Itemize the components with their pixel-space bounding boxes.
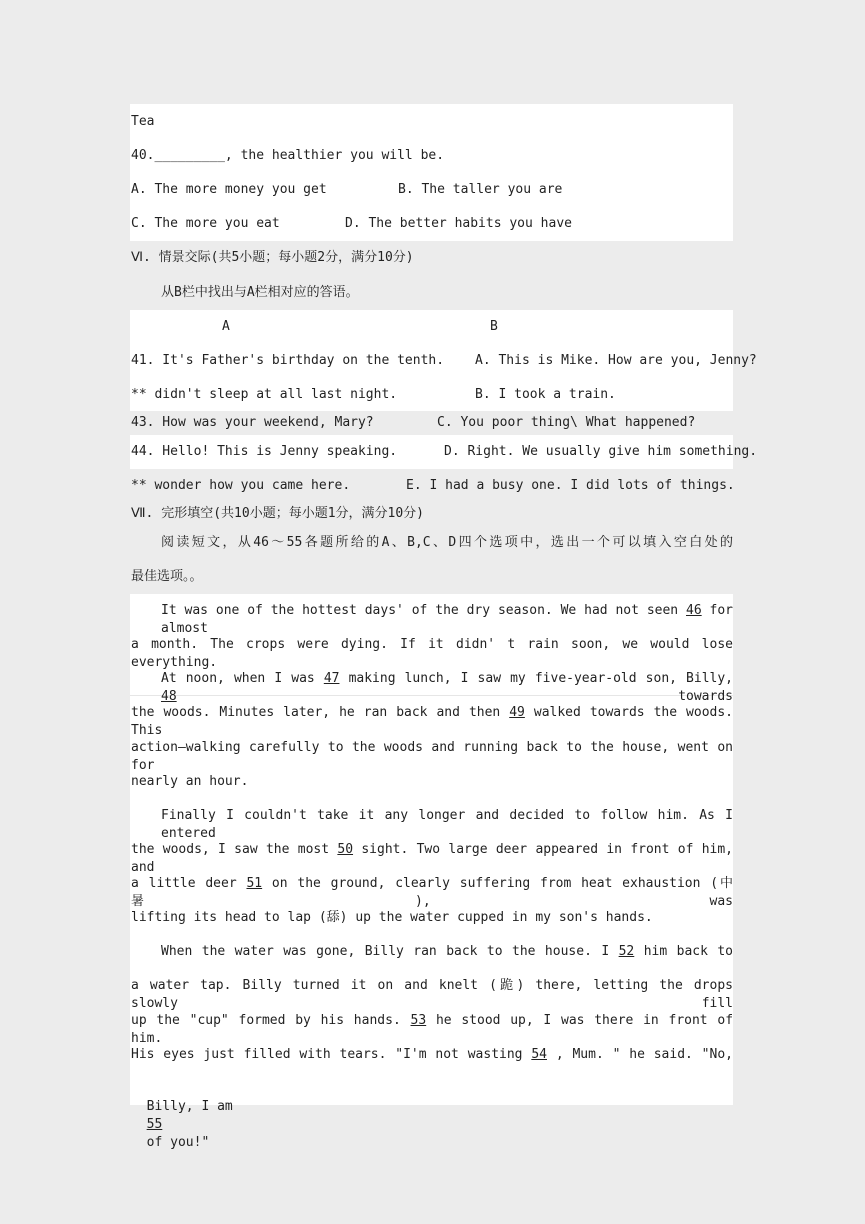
passage-p2-line-3: action—walking carefully to the woods and running back to the house, went on for	[131, 740, 733, 773]
item-43-b: C. You poor thing\ What happened?	[437, 415, 696, 430]
passage-p3-line-4: lifting its head to lap (舔) up the water cupped in my son's hands.	[131, 910, 653, 925]
passage-text: At noon, when I was	[161, 671, 315, 686]
passage-text: Billy, I am	[146, 1099, 233, 1114]
section-6-instruction: 从B栏中找出与A栏相对应的答语。	[161, 285, 359, 300]
blank-47: 47	[323, 671, 340, 686]
passage-text: making lunch, I saw my five-year-old son, Billy,	[348, 671, 734, 686]
passage-text: of you!"	[146, 1135, 210, 1150]
item-42-a: ** didn't sleep at all last night.	[131, 387, 398, 402]
passage-text: for almost	[161, 603, 734, 636]
passage-p4-line-4	[131, 1046, 733, 1064]
passage-text: the woods, I saw the most	[131, 842, 330, 857]
passage-p1-line-1	[161, 602, 733, 638]
item-43-a: 43. How was your weekend, Mary?	[131, 415, 374, 430]
passage-text: walked towards the woods. This	[131, 705, 733, 738]
passage-p2-line-4: nearly an hour.	[131, 774, 249, 789]
question-40-stem: 40._________, the healthier you will be.	[131, 148, 445, 163]
question-40-option-c: C. The more you eat	[131, 216, 280, 231]
question-40-option-d: D. The better habits you have	[345, 216, 572, 231]
section-7-heading: Ⅶ. 完形填空(共10小题；每小题1分，满分10分)	[131, 506, 424, 521]
passage-p2-line-1	[161, 670, 733, 706]
item-44-a: 44. Hello! This is Jenny speaking.	[131, 444, 398, 459]
passage-p4-line-2: a water tap. Billy turned it on and knelt (跪) there, letting the drops slowly fill	[131, 978, 733, 1011]
section-6-heading: Ⅵ. 情景交际(共5小题；每小题2分，满分10分)	[131, 250, 414, 265]
column-b-header: B	[490, 319, 498, 334]
blank-50: 50	[337, 842, 354, 857]
blank-53: 53	[410, 1013, 427, 1028]
passage-text: , Mum. " he said. "No,	[555, 1047, 733, 1062]
blank-49: 49	[509, 705, 525, 720]
blank-46: 46	[686, 603, 702, 618]
item-42-b: B. I took a train.	[475, 387, 616, 402]
blank-52: 52	[618, 944, 635, 959]
passage-text: him back to	[643, 944, 734, 959]
item-45-b: E. I had a busy one. I did lots of things.	[406, 478, 735, 493]
passage-text: towards	[678, 689, 733, 704]
item-45-a: ** wonder how you came here.	[131, 478, 351, 493]
passage-text: When the water was gone, Billy ran back to the house. I	[161, 944, 610, 959]
passage-p3-line-3	[131, 875, 733, 911]
section-7-instruction-cont: 最佳选项。。	[131, 569, 203, 584]
passage-p1-line-2: a month. The crops were dying. If it didn' t rain soon, we would lose everything.	[131, 637, 733, 670]
section-7-instruction: 阅读短文，从46～55各题所给的A、B,C、D四个选项中，选出一个可以填入空白处的	[161, 535, 733, 550]
blank-54: 54	[531, 1047, 547, 1062]
blank-55: 55	[146, 1117, 163, 1132]
item-41-b: A. This is Mike. How are you, Jenny?	[475, 353, 757, 368]
question-40-option-a: A. The more money you get	[131, 182, 327, 197]
passage-text: he stood up, I was there in front of him.	[131, 1013, 734, 1046]
passage-p4-line-5	[131, 1080, 733, 1152]
blank-51: 51	[246, 876, 263, 891]
passage-text: His eyes just filled with tears. "I'm not wasting	[131, 1047, 523, 1062]
passage-text: the woods. Minutes later, he ran back and then	[131, 705, 501, 720]
passage-p3-line-1: Finally I couldn't take it any longer and decided to follow him. As I entered	[161, 808, 733, 841]
passage-p3-line-2	[131, 841, 733, 877]
passage-text: It was one of the hottest days' of the dry season. We had not seen	[161, 603, 679, 618]
question-40-option-b: B. The taller you are	[398, 182, 563, 197]
blank-48: 48	[161, 689, 177, 704]
passage-text: a little deer	[131, 876, 237, 891]
item-41-a: 41. It's Father's birthday on the tenth.	[131, 353, 445, 368]
column-a-header: A	[222, 319, 230, 334]
passage-p2-line-2	[131, 704, 733, 740]
passage-text: up the "cup" formed by his hands.	[131, 1013, 401, 1028]
tea-text: Tea	[131, 114, 155, 129]
passage-text: on the ground, clearly suffering from heat exhaustion (中暑), was	[131, 876, 734, 909]
passage-p4-line-1	[161, 943, 733, 961]
passage-text: sight. Two large deer appeared in front of him, and	[131, 842, 734, 875]
passage-p4-line-3	[131, 1012, 733, 1048]
item-44-b: D. Right. We usually give him something.	[444, 444, 758, 459]
